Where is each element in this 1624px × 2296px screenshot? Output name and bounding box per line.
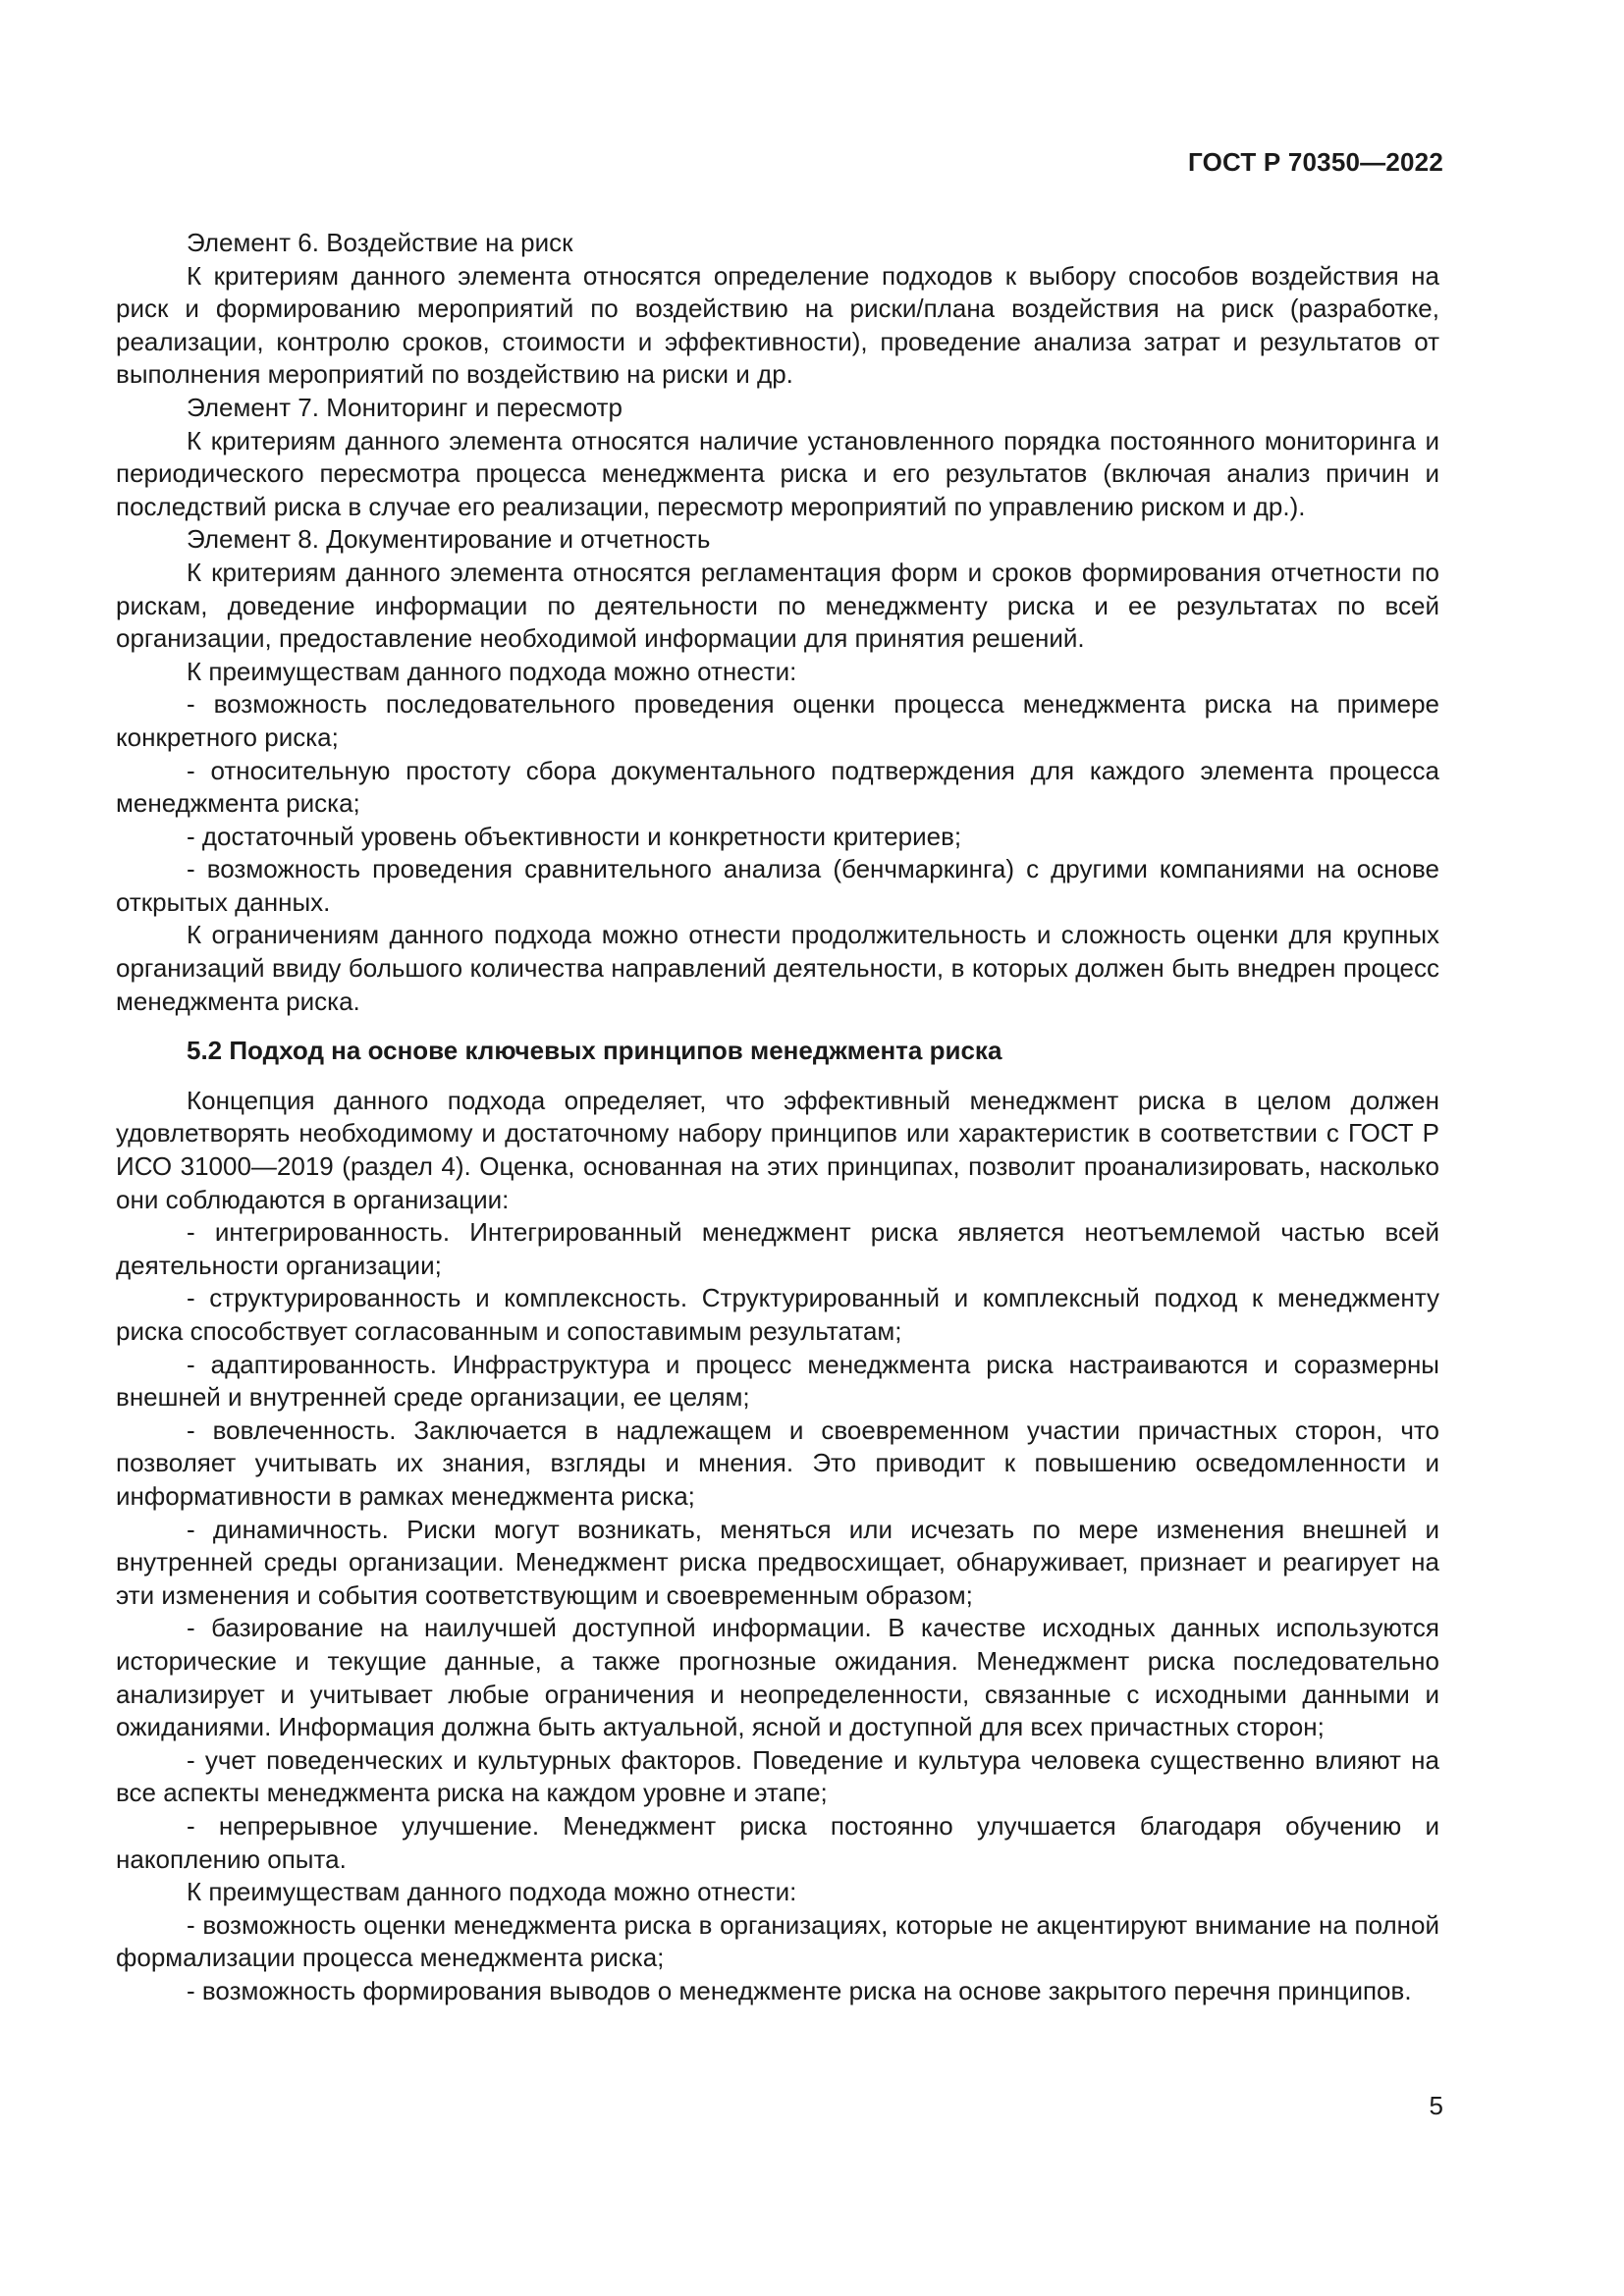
list-item: - возможность формирования выводов о менеджменте риска на основе закрытого перечня принципов. [187,1975,1412,2005]
list-item: - вовлеченность. Заключается в надлежащем и своевременном участии причастных сторон, что позволяет учитывать их знания, взгляды и мнения. Это приводит к повышению осведомленности и информативности в рамках менеджмента риска; [116,1415,1439,1511]
paragraph: К критериям данного элемента относятся регламентация форм и сроков формирования отчетности по рискам, доведение информации по деятельности по менеджменту риска и ее результатах по всей организации, предоставление необходимой информации для принятия решений. [116,557,1439,654]
list-item: - относительную простоту сбора документального подтверждения для каждого элемента процесса менеджмента риска; [116,755,1439,819]
list-item: - базирование на наилучшей доступной информации. В качестве исходных данных используются исторические и текущие данные, а также прогнозные ожидания. Менеджмент риска последовательно анализирует и учитывает любые ограничения и неопределенности, связанные с исходными данными и ожиданиями. Информация должна быть актуальной, ясной и доступной для всех причастных сторон; [116,1613,1439,1742]
paragraph: Элемент 7. Мониторинг и пересмотр [187,392,623,422]
page-number: 5 [1429,2091,1443,2120]
list-item: - непрерывное улучшение. Менеджмент риска постоянно улучшается благодаря обучению и накоплению опыта. [116,1810,1439,1874]
list-item: - достаточный уровень объективности и конкретности критериев; [187,821,962,851]
list-item: - структурированность и комплексность. Структурированный и комплексный подход к менеджменту риска способствует согласованным и сопоставимым результатам; [116,1283,1439,1346]
list-item: - возможность последовательного проведения оценки процесса менеджмента риска на примере конкретного риска; [116,689,1439,752]
list-item: - динамичность. Риски могут возникать, меняться или исчезать по мере изменения внешней и внутренней среды организации. Менеджмент риска предвосхищает, обнаруживает, признает и реагирует на эти изменения и события соответствующим и своевременным образом; [116,1514,1439,1610]
paragraph: Элемент 8. Документирование и отчетность [187,524,711,555]
paragraph: К преимуществам данного подхода можно отнести: [187,1877,797,1907]
list-item: - возможность проведения сравнительного анализа (бенчмаркинга) с другими компаниями на основе открытых данных. [116,854,1439,917]
paragraph: К критериям данного элемента относятся наличие установленного порядка постоянного мониторинга и периодического пересмотра процесса менеджмента риска и его результатов (включая анализ причин и последствий риска в случае его реализации, пересмотр мероприятий по управлению риском и др.). [116,425,1439,521]
section-heading: 5.2 Подход на основе ключевых принципов менеджмента риска [187,1036,1002,1066]
paragraph: К ограничениям данного подхода можно отнести продолжительность и сложность оценки для крупных организаций ввиду большого количества направлений деятельности, в которых должен быть внедрен процесс менеджмента риска. [116,920,1439,1016]
body-text [116,227,1439,2007]
list-item: - адаптированность. Инфраструктура и процесс менеджмента риска настраиваются и соразмерны внешней и внутренней среде организации, ее целям; [116,1349,1439,1413]
list-item: - учет поведенческих и культурных факторов. Поведение и культура человека существенно влияют на все аспекты менеджмента риска на каждом уровне и этапе; [116,1744,1439,1808]
paragraph: К критериям данного элемента относятся определение подходов к выбору способов воздействия на риск и формированию мероприятий по воздействию на риски/плана воздействия на риск (разработке, реализации, контролю сроков, стоимости и эффективности), проведение анализа затрат и результатов от выполнения мероприятий по воздействию на риски и др. [116,260,1439,390]
paragraph: Элемент 6. Воздействие на риск [187,228,573,257]
list-item: - возможность оценки менеджмента риска в организациях, которые не акцентируют внимание на полной формализации процесса менеджмента риска; [116,1909,1439,1973]
document-code: ГОСТ Р 70350—2022 [1188,147,1443,177]
paragraph: Концепция данного подхода определяет, что эффективный менеджмент риска в целом должен удовлетворять необходимому и достаточному набору принципов или характеристик в соответствии с ГОСТ Р ИСО 31000—2019 (раздел 4). Оценка, основанная на этих принципах, позволит проанализировать, насколько они соблюдаются в организации: [116,1085,1439,1214]
list-item: - интегрированность. Интегрированный менеджмент риска является неотъемлемой частью всей деятельности организации; [116,1217,1439,1280]
paragraph: К преимуществам данного подхода можно отнести: [187,656,797,686]
